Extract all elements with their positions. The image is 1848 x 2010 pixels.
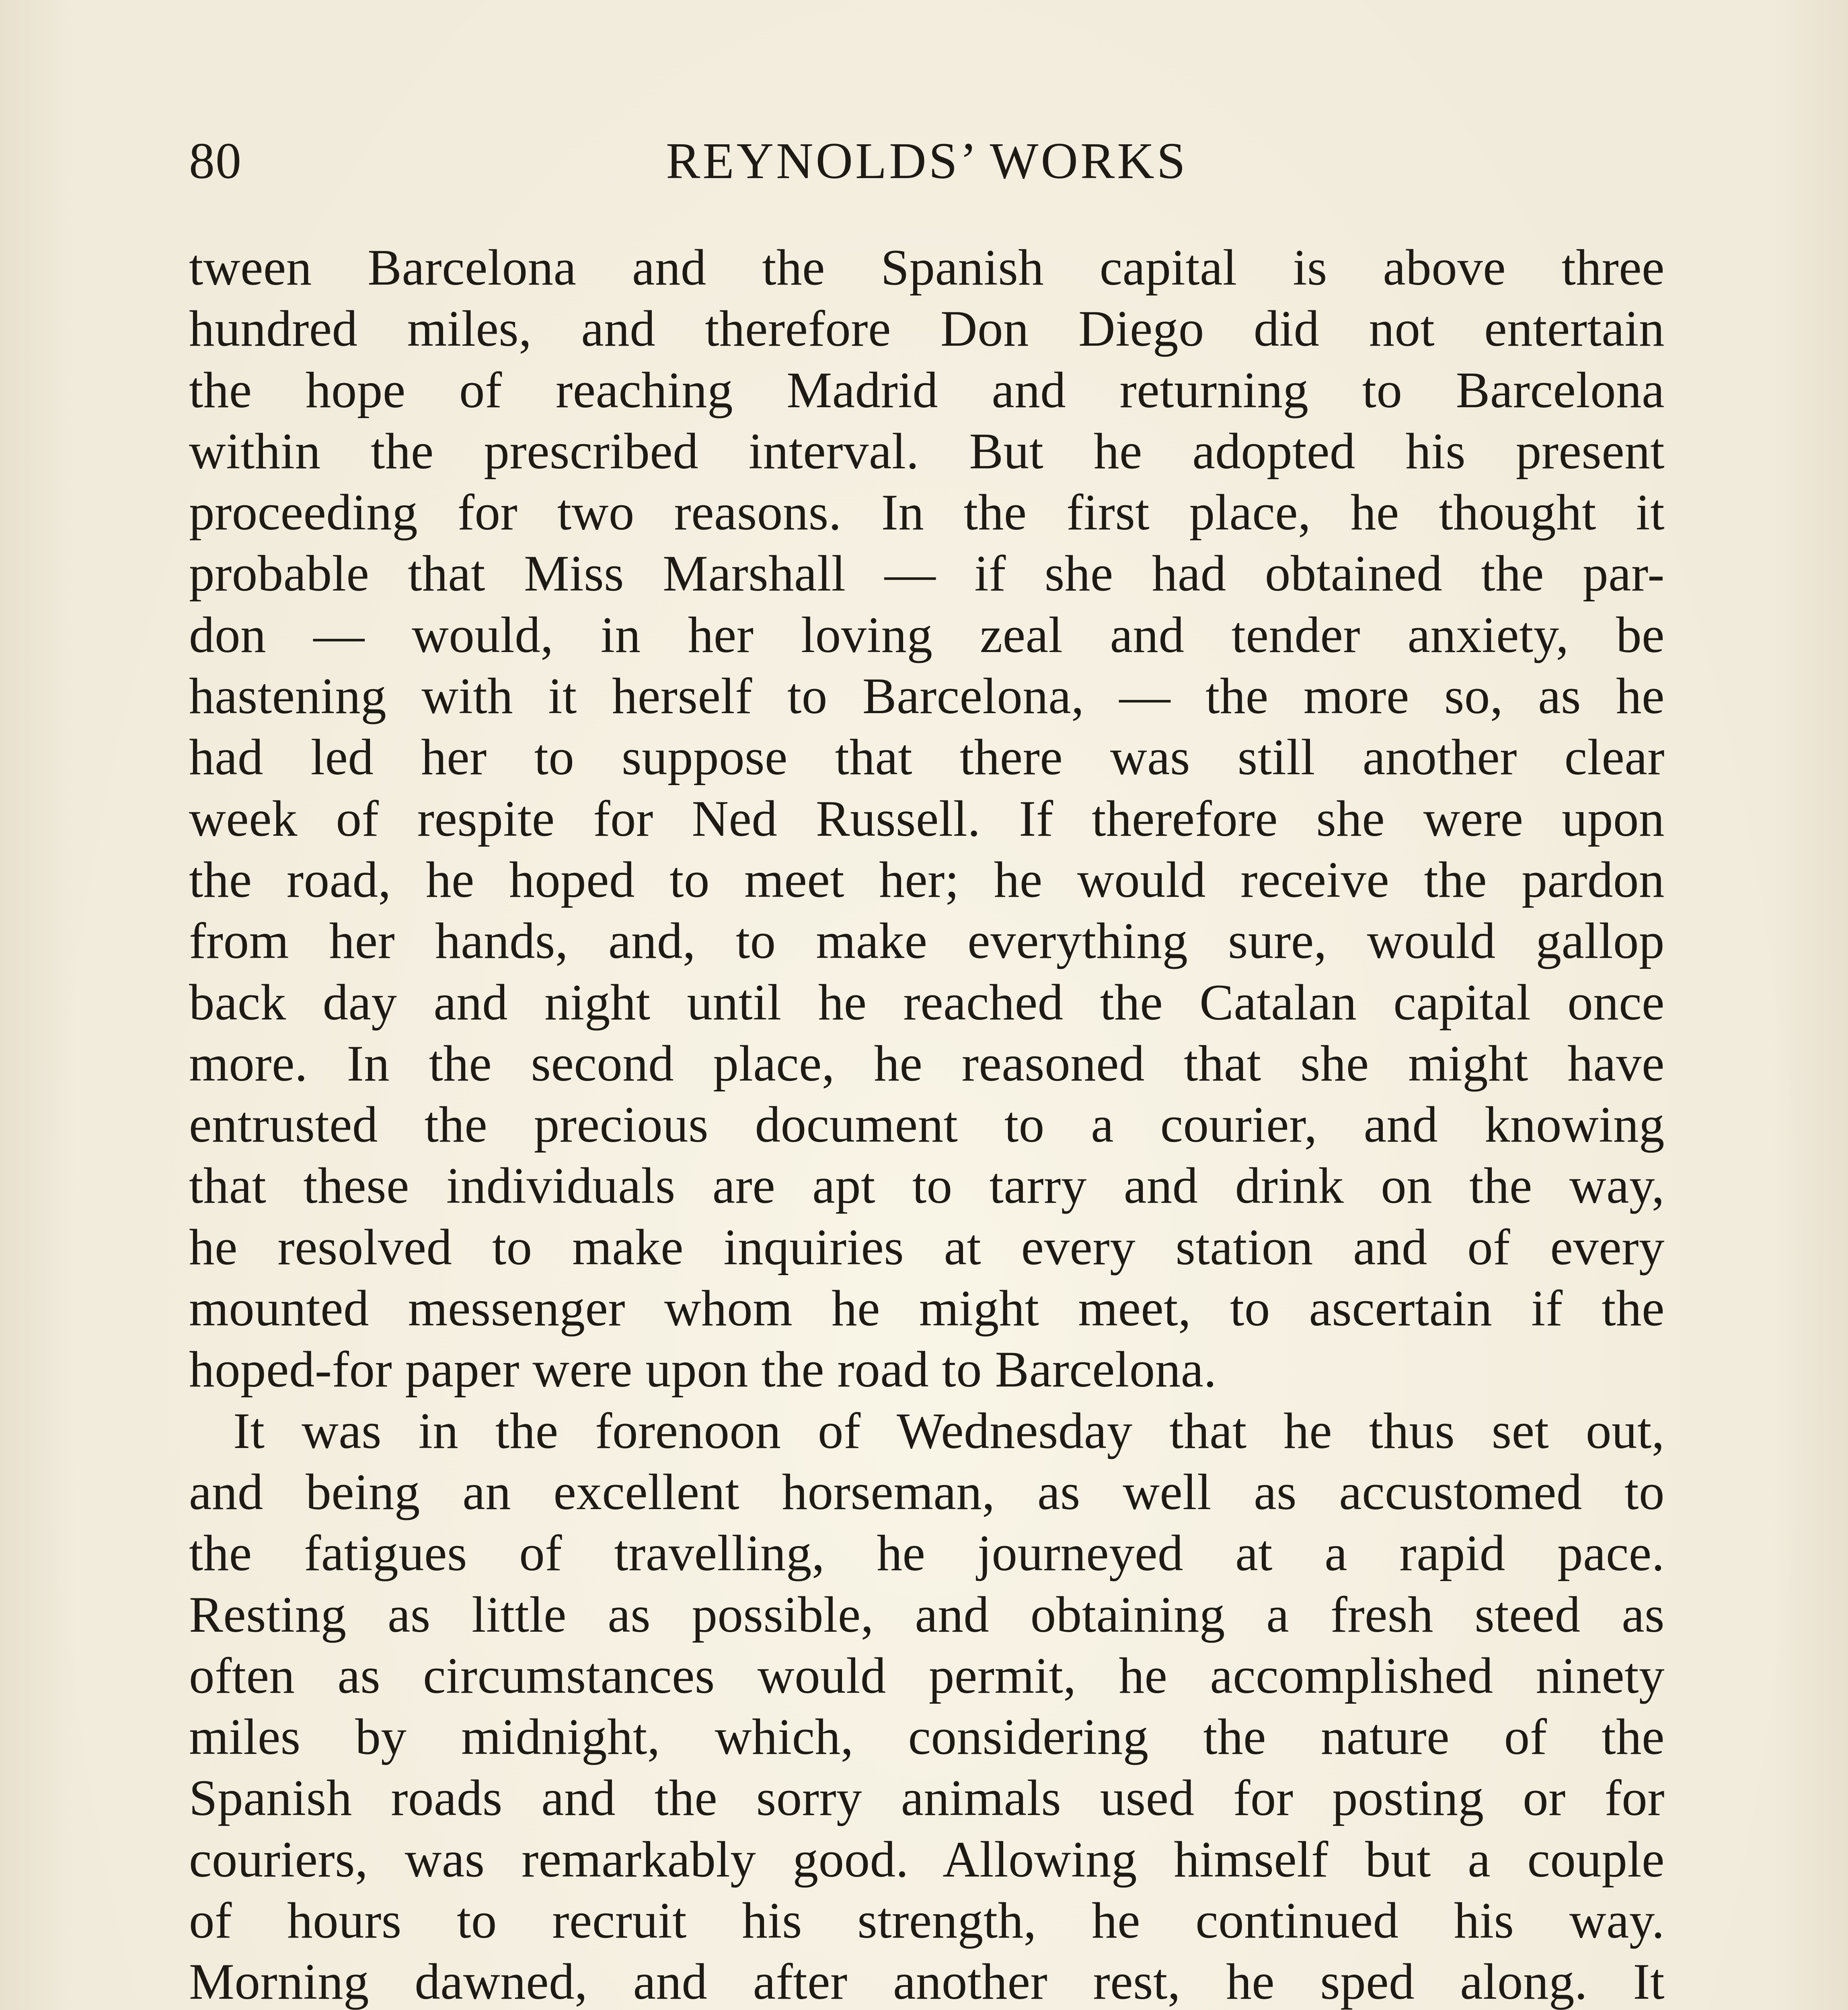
running-title: REYNOLDS’ WORKS [666,132,1188,189]
text-line: hundred miles, and therefore Don Diego did not entertain [189,301,1665,357]
text-line: the hope of reaching Madrid and returning to Barcelona [189,362,1665,418]
text-line: Spanish roads and the sorry animals used for posting or for [189,1770,1665,1827]
paragraph-start-line: It was in the forenoon of Wednesday that he thus set out, [233,1403,1665,1459]
text-line: week of respite for Ned Russell. If therefore she were upon [189,790,1665,847]
text-line: had led her to suppose that there was still another clear [189,729,1665,786]
text-line: from her hands, and, to make everything sure, would gallop [189,913,1665,970]
text-line: the road, he hoped to meet her; he would receive the pardon [189,851,1665,908]
text-line: he resolved to make inquiries at every station and of every [189,1219,1665,1276]
text-line: back day and night until he reached the Catalan capital once [189,974,1665,1031]
text-line: probable that Miss Marshall — if she had obtained the par- [189,546,1665,602]
text-line: proceeding for two reasons. In the first place, he thought it [189,484,1665,541]
text-line: couriers, was remarkably good. Allowing himself but a couple [189,1831,1665,1888]
text-line: don — would, in her loving zeal and tender anxiety, be [189,607,1665,663]
page-header [189,121,1665,201]
text-line: more. In the second place, he reasoned that she might have [189,1035,1665,1092]
text-line: entrusted the precious document to a courier, and knowing [189,1097,1665,1153]
text-line: Morning dawned, and after another rest, he sped along. It [189,1954,1665,2010]
text-line: miles by midnight, which, considering the nature of the [189,1709,1665,1766]
paragraph-end-line: hoped-for paper were upon the road to Barcelona. [189,1341,1217,1398]
body-text [189,237,1665,2010]
text-line: within the prescribed interval. But he adopted his present [189,423,1665,480]
text-line: mounted messenger whom he might meet, to ascertain if the [189,1280,1665,1337]
page-number: 80 [189,132,242,189]
text-line: tween Barcelona and the Spanish capital is above three [189,240,1665,296]
text-line: hastening with it herself to Barcelona, — the more so, as he [189,668,1665,725]
text-line: of hours to recruit his strength, he continued his way. [189,1893,1665,1949]
text-line: and being an excellent horseman, as well as accustomed to [189,1464,1665,1520]
text-line: the fatigues of travelling, he journeyed at a rapid pace. [189,1525,1665,1582]
text-line: often as circumstances would permit, he accomplished ninety [189,1647,1665,1704]
text-line: that these individuals are apt to tarry and drink on the way, [189,1158,1665,1214]
text-line: Resting as little as possible, and obtaining a fresh steed as [189,1586,1665,1643]
